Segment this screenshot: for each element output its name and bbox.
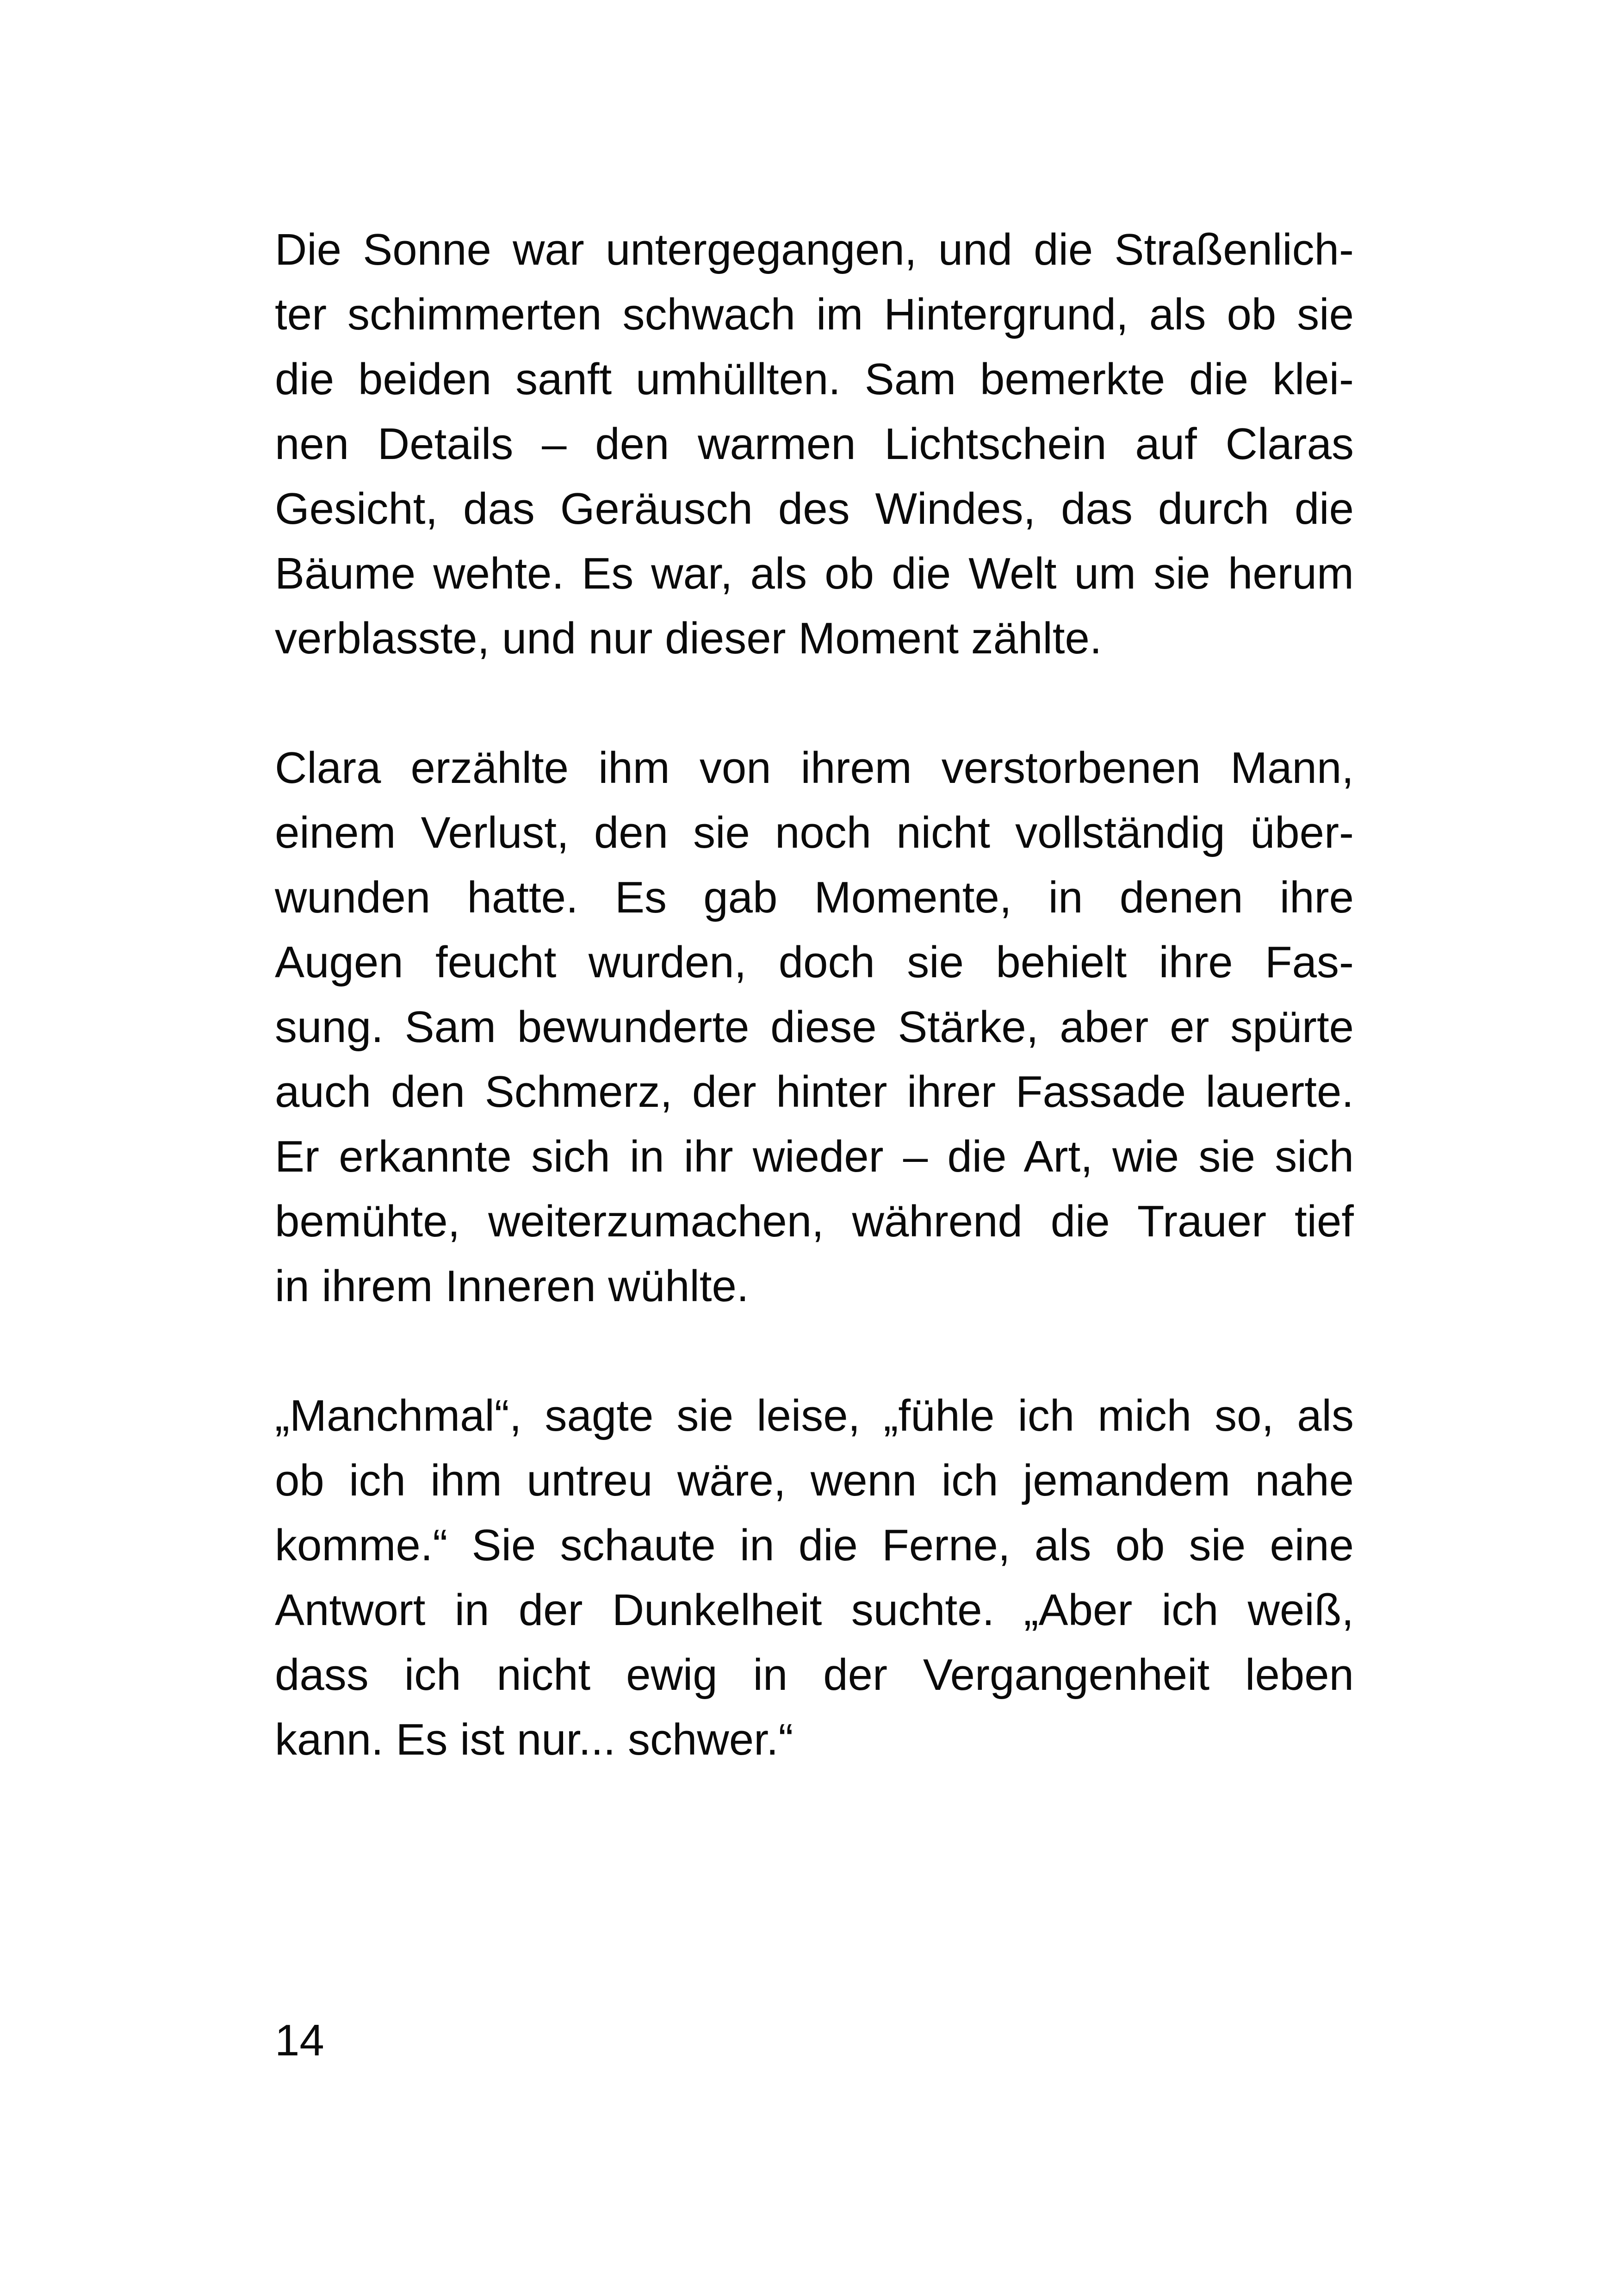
text-line: verblasste, und nur dieser Moment zählte. [275,614,1102,663]
text-line: Antwort in der Dunkelheit suchte. „Aber ich weiß, [275,1585,1354,1635]
text-line: auch den Schmerz, der hinter ihrer Fassade lauerte. [275,1067,1354,1117]
text-line: einem Verlust, den sie noch nicht vollständig über- [275,808,1354,857]
text-line: komme.“ Sie schaute in die Ferne, als ob sie eine [275,1520,1354,1570]
body-text [275,217,1354,1837]
text-line: die beiden sanft umhüllten. Sam bemerkte die klei- [275,354,1354,404]
text-line: dass ich nicht ewig in der Vergangenheit leben [275,1650,1354,1700]
text-line: wunden hatte. Es gab Momente, in denen ihre [275,873,1354,922]
text-line: Augen feucht wurden, doch sie behielt ihre Fas- [275,937,1354,987]
text-line: bemühte, weiterzumachen, während die Trauer tief [275,1197,1354,1246]
text-line: Er erkannte sich in ihr wieder – die Art, wie sie sich [275,1132,1354,1181]
text-line: Bäume wehte. Es war, als ob die Welt um sie herum [275,549,1354,598]
text-line: in ihrem Inneren wühlte. [275,1261,749,1311]
text-line: ob ich ihm untreu wäre, wenn ich jemandem nahe [275,1456,1354,1505]
text-line: nen Details – den warmen Lichtschein auf Claras [275,419,1354,469]
text-line: kann. Es ist nur... schwer.“ [275,1715,794,1764]
paragraph-2 [275,736,1354,1319]
text-line: „Manchmal“, sagte sie leise, „fühle ich mich so, als [275,1391,1354,1440]
text-line: Gesicht, das Geräusch des Windes, das durch die [275,484,1354,534]
text-line: sung. Sam bewunderte diese Stärke, aber er spürte [275,1002,1354,1052]
text-line: Clara erzählte ihm von ihrem verstorbenen Mann, [275,743,1354,793]
paragraph-3 [275,1384,1354,1772]
page-number: 14 [275,2016,324,2065]
paragraph-1 [275,217,1354,671]
text-line: ter schimmerten schwach im Hintergrund, als ob sie [275,290,1354,339]
text-line: Die Sonne war untergegangen, und die Straßenlich- [275,225,1354,274]
